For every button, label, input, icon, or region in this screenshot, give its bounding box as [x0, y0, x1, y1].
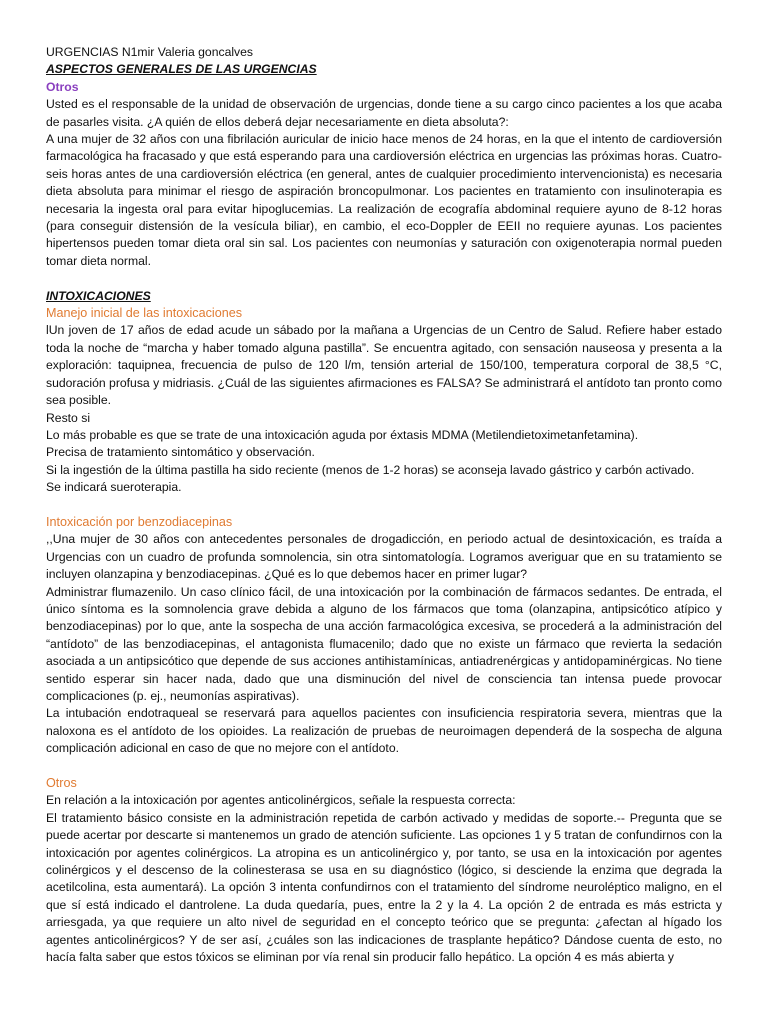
answer-3: Administrar flumazenilo. Un caso clínico fácil, de una intoxicación por la combinación de fármacos sedantes. De entrada, el único síntoma es la somnolencia grave debida a alguno de los fármacos que toma (olanzapina, antipsicótico atípico y benzodiacepinas) por lo que, ante la sospecha de una acción farmacológica excesiva, se procederá a la administración del “antídoto” de las benzodiacepinas, el antagonista flumacenilo; dado que no existe un fármaco que revierta la sedación asociada a un antipsicótico que depende de sus acciones antihistamínicas, antiadrenérgicas y antidopaminérgicas. No tiene sentido esperar sin hacer nada, dado que una disminución del nivel de consciencia tan intensa puede provocar complicaciones (p. ej., neumonías aspirativas).	[46, 584, 722, 703]
option-sueroterapia: Se indicará sueroterapia.	[46, 480, 182, 495]
spacer	[46, 758, 722, 775]
subsection-otros-1: Otros	[46, 79, 79, 94]
section-title-aspectos: ASPECTOS GENERALES DE LAS URGENCIAS	[46, 62, 317, 77]
resto-note: Resto si	[46, 410, 91, 425]
answer-1: A una mujer de 32 años con una fibrilación auricular de inicio hace menos de 24 horas, en la que el intento de cardioversión farmacológica ha fracasado y que está esperando para una cardioversión eléctrica en urgencias las próximas horas. Cuatro-seis horas antes de una cardioversión eléctrica (en general, antes de cualquier procedimiento intervencionista) es necesaria dieta absoluta para minimar el riesgo de aspiración broncopulmonar. Los pacientes en tratamiento con insulinoterapia es necesaria la ingesta oral para evitar hipoglucemias. La realización de ecografía abdominal requiere ayuno de 8-12 horas (para conseguir distensión de la vesícula biliar), en cambio, el eco-Doppler de EEII no requiere ayunas. Los pacientes hipertensos pueden tomar dieta oral sin sal. Los pacientes con neumonías y saturación con oxigenoterapia normal pueden tomar dieta normal.	[46, 132, 722, 268]
answer-3-continued: La intubación endotraqueal se reservará para aquellos pacientes con insuficiencia respiratoria severa, mientras que la naloxona es el antídoto de los opioides. La realización de pruebas de neuroimagen dependerá de la sospecha de alguna complicación adicional en caso de que no mejore con el antídoto.	[46, 706, 722, 756]
spacer	[46, 497, 722, 514]
subsection-benzodiacepinas: Intoxicación por benzodiacepinas	[46, 514, 233, 529]
subsection-manejo-inicial: Manejo inicial de las intoxicaciones	[46, 306, 243, 321]
spacer	[46, 270, 722, 287]
question-3: ,,Una mujer de 30 años con antecedentes personales de drogadicción, en periodo actual de desintoxicación, es traída a Urgencias con un cuadro de profunda somnolencia, sin otra sintomatología. Logramos averiguar que en su tratamiento se incluyen olanzapina y benzodiacepinas. ¿Qué es lo que debemos hacer en primer lugar?	[46, 532, 722, 582]
doc-header: URGENCIAS N1mir Valeria goncalves	[46, 45, 254, 59]
answer-4: El tratamiento básico consiste en la administración repetida de carbón activado y medidas de soporte.-- Pregunta que se puede acertar por descarte si mantenemos un grado de atención suficiente. Las opciones 1 y 5 tratan de confundirnos con la intoxicación por agentes colinérgicos. La atropina es un anticolinérgico y, por tanto, se usa en la intoxicación por agentes colinérgicos y el descenso de la colinesterasa se usa en su diagnóstico (lógico, si desciende la enzima que degrada la acetilcolina, esta aumentará). La opción 3 intenta confundirnos con el tratamiento del síndrome neuroléptico maligno, en el que sí está indicado el dantrolene. La duda quedaría, pues, entre la 2 y la 4. La opción 2 de entrada es más estricta y arriesgada, ya que requiere un alto nivel de seguridad en el concepto teórico que se pregunta: ¿afectan al hígado los agentes anticolinérgicos? Y de ser así, ¿cuáles son las indicaciones de trasplante hepático? Dándose cuenta de esto, no hacía falta saber que estos tóxicos se eliminan por vía renal sin producir fallo hepático. La opción 4 es más abierta y	[46, 810, 722, 965]
option-tratamiento: Precisa de tratamiento sintomático y observación.	[46, 445, 315, 460]
option-mdma: Lo más probable es que se trate de una intoxicación aguda por éxtasis MDMA (Metilendietoximetanfetamina).	[46, 427, 639, 442]
question-2: lUn joven de 17 años de edad acude un sábado por la mañana a Urgencias de un Centro de Salud. Refiere haber estado toda la noche de “marcha y haber tomado alguna pastilla”. Se encuentra agitado, con sensación nauseosa y presenta a la exploración: taquipnea, frecuencia de pulso de 120 l/m, tensión arterial de 150/100, temperatura corporal de 38,5 °C, sudoración profusa y midriasis. ¿Cuál de las siguientes afirmaciones es FALSA? Se administrará el antídoto tan pronto como sea posible.	[46, 323, 722, 408]
question-4: En relación a la intoxicación por agentes anticolinérgicos, señale la respuesta correcta:	[46, 793, 516, 808]
option-lavado: Si la ingestión de la última pastilla ha sido reciente (menos de 1-2 horas) se aconseja lavado gástrico y carbón activado.	[46, 462, 695, 477]
section-title-intoxicaciones: INTOXICACIONES	[46, 288, 151, 303]
subsection-otros-2: Otros	[46, 776, 77, 791]
question-1: Usted es el responsable de la unidad de observación de urgencias, donde tiene a su cargo cinco pacientes a los que acaba de pasarles visita. ¿A quién de ellos deberá dejar necesariamente en dieta absoluta?:	[46, 97, 722, 129]
